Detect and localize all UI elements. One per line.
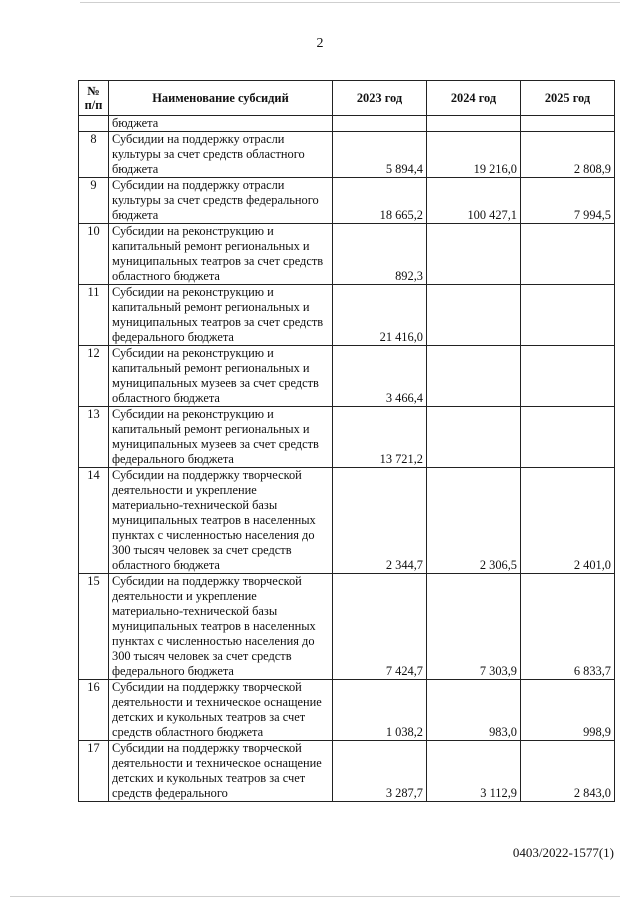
value-2023: 21 416,0 (333, 285, 427, 346)
value-2024 (427, 116, 521, 132)
subsidy-name: Субсидии на реконструкцию и капитальный ремонт региональных и муниципальных театров за счет средств областного бюджета (109, 224, 333, 285)
table-row (79, 346, 615, 407)
value-2024: 7 303,9 (427, 574, 521, 680)
bottom-scan-edge (10, 896, 620, 897)
header-num-line1: № (87, 84, 100, 98)
table-row (79, 741, 615, 802)
value-2025: 2 843,0 (521, 741, 615, 802)
value-2025 (521, 116, 615, 132)
subsidy-name: Субсидии на поддержку отрасли культуры за счет средств областного бюджета (109, 132, 333, 178)
value-2024: 100 427,1 (427, 178, 521, 224)
row-number: 8 (79, 132, 109, 178)
subsidy-name: Субсидии на реконструкцию и капитальный ремонт региональных и муниципальных музеев за счет средств федерального бюджета (109, 407, 333, 468)
value-2024 (427, 407, 521, 468)
value-2025 (521, 285, 615, 346)
row-number: 17 (79, 741, 109, 802)
table-row (79, 132, 615, 178)
row-number: 11 (79, 285, 109, 346)
subsidy-name: Субсидии на поддержку отрасли культуры за счет средств федерального бюджета (109, 178, 333, 224)
subsidy-name: Субсидии на поддержку творческой деятельности и укрепление материально-технической базы муниципальных театров в населенных пунктах с численностью населения до 300 тысяч человек за счет средств федерального бюджета (109, 574, 333, 680)
table-row (79, 116, 615, 132)
value-2024 (427, 285, 521, 346)
top-scan-edge (80, 2, 620, 3)
subsidy-name: Субсидии на поддержку творческой деятельности и техническое оснащение детских и кукольных театров за счет средств областного бюджета (109, 680, 333, 741)
row-number: 16 (79, 680, 109, 741)
row-number: 14 (79, 468, 109, 574)
header-2024: 2024 год (427, 81, 521, 116)
subsidies-table (78, 80, 615, 802)
table-row (79, 224, 615, 285)
value-2023: 5 894,4 (333, 132, 427, 178)
value-2023: 13 721,2 (333, 407, 427, 468)
header-2025: 2025 год (521, 81, 615, 116)
value-2023: 892,3 (333, 224, 427, 285)
table-row (79, 680, 615, 741)
row-number: 15 (79, 574, 109, 680)
row-number (79, 116, 109, 132)
value-2024: 19 216,0 (427, 132, 521, 178)
table-row (79, 574, 615, 680)
value-2025: 6 833,7 (521, 574, 615, 680)
value-2024 (427, 224, 521, 285)
value-2025 (521, 346, 615, 407)
row-number: 9 (79, 178, 109, 224)
value-2025: 998,9 (521, 680, 615, 741)
value-2024 (427, 346, 521, 407)
table-row (79, 285, 615, 346)
value-2025: 7 994,5 (521, 178, 615, 224)
value-2023: 18 665,2 (333, 178, 427, 224)
row-number: 13 (79, 407, 109, 468)
value-2023: 7 424,7 (333, 574, 427, 680)
value-2023: 2 344,7 (333, 468, 427, 574)
subsidy-name: бюджета (109, 116, 333, 132)
subsidy-name: Субсидии на реконструкцию и капитальный ремонт региональных и муниципальных театров за счет средств федерального бюджета (109, 285, 333, 346)
row-number: 12 (79, 346, 109, 407)
subsidy-name: Субсидии на поддержку творческой деятельности и укрепление материально-технической базы муниципальных театров в населенных пунктах с численностью населения до 300 тысяч человек за счет средств областного бюджета (109, 468, 333, 574)
table-row (79, 178, 615, 224)
value-2023: 3 287,7 (333, 741, 427, 802)
value-2025 (521, 224, 615, 285)
value-2025 (521, 407, 615, 468)
table-row (79, 468, 615, 574)
value-2023: 1 038,2 (333, 680, 427, 741)
header-2023: 2023 год (333, 81, 427, 116)
header-name: Наименование субсидий (109, 81, 333, 116)
table-row (79, 407, 615, 468)
value-2023: 3 466,4 (333, 346, 427, 407)
value-2025: 2 401,0 (521, 468, 615, 574)
value-2023 (333, 116, 427, 132)
value-2025: 2 808,9 (521, 132, 615, 178)
header-num (79, 81, 109, 116)
subsidy-name: Субсидии на реконструкцию и капитальный ремонт региональных и муниципальных музеев за счет средств областного бюджета (109, 346, 333, 407)
value-2024: 983,0 (427, 680, 521, 741)
table-header-row (79, 81, 615, 116)
page-number: 2 (316, 36, 324, 51)
header-num-line2: п/п (84, 98, 103, 112)
document-code: 0403/2022-1577(1) (512, 845, 614, 860)
subsidy-name: Субсидии на поддержку творческой деятельности и техническое оснащение детских и кукольных театров за счет средств федерального (109, 741, 333, 802)
value-2024: 3 112,9 (427, 741, 521, 802)
row-number: 10 (79, 224, 109, 285)
value-2024: 2 306,5 (427, 468, 521, 574)
